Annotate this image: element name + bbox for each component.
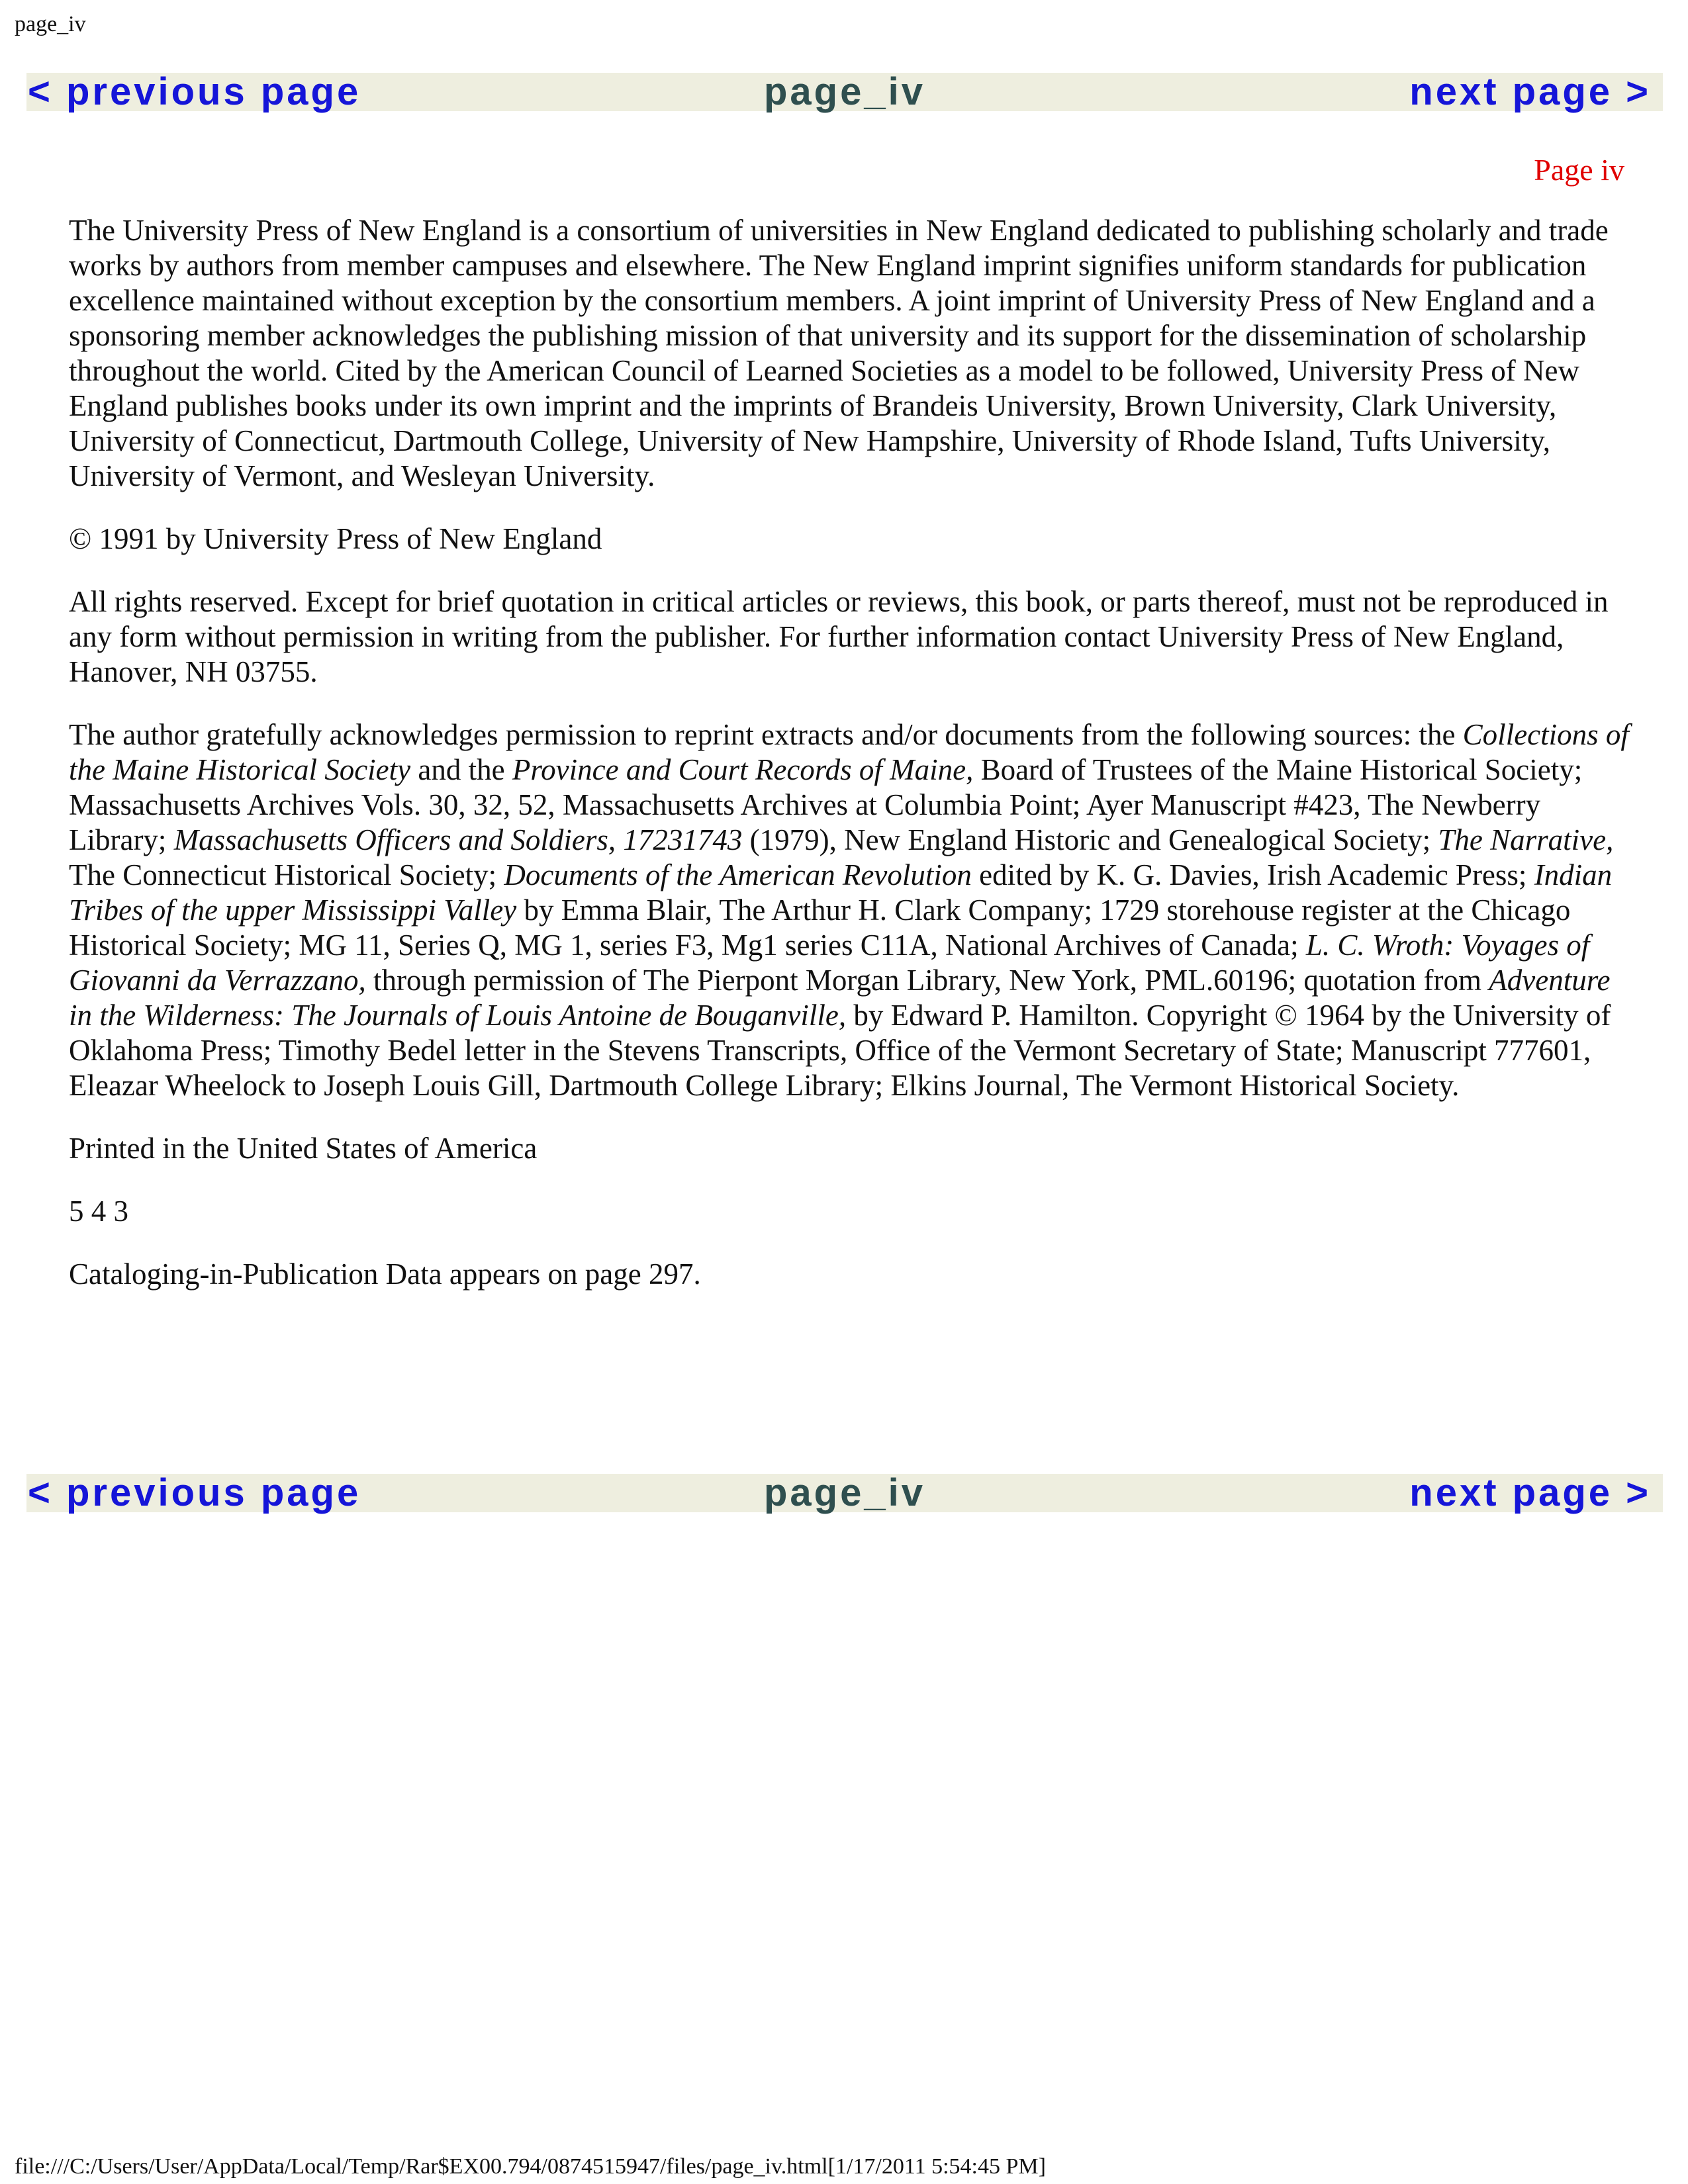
- italic-title-segment: Adventure in the Wilderness: The Journals of Louis Antoine de Bouganville,: [69, 964, 1611, 1032]
- copyright-paragraph: © 1991 by University Press of New England: [69, 522, 602, 555]
- cip-paragraph: Cataloging-in-Publication Data appears on page 297.: [69, 1257, 701, 1291]
- next-page-link[interactable]: next page >: [1409, 70, 1651, 113]
- text-segment: Board of Trustees of the Maine Historical Society; Massachusetts Archives Vols. 30, 32, 52, Massachusetts Archives at Columbia Point; Ayer Manuscript #423, The Newberry Library;: [69, 753, 1583, 856]
- acknowledgements-paragraph: [69, 717, 1631, 1103]
- document-title: page_iv: [15, 12, 86, 36]
- text-segment: (1979), New England Historic and Genealogical Society;: [742, 823, 1438, 856]
- previous-page-link[interactable]: < previous page: [28, 70, 361, 113]
- italic-title-segment: Collections of the Maine Historical Society: [69, 718, 1629, 786]
- printed-in-paragraph: Printed in the United States of America: [69, 1132, 538, 1165]
- rights-paragraph: All rights reserved. Except for brief quotation in critical articles or reviews, this book, or parts thereof, must not be reproduced in any form without permission in writing from the publisher. For further information contact University Press of New England, Hanover, NH 03755.: [69, 585, 1609, 688]
- printing-numbers: 5 4 3: [69, 1195, 128, 1228]
- italic-title-segment: Province and Court Records of Maine,: [512, 753, 974, 786]
- current-page-name: page_iv: [764, 70, 925, 113]
- italic-title-segment: L. C. Wroth: Voyages of Giovanni da Verrazzano,: [69, 929, 1590, 997]
- text-segment: by Edward P. Hamilton. Copyright © 1964 by the University of Oklahoma Press; Timothy Bedel letter in the Stevens Transcripts, Office of the Vermont Secretary of State; Manuscript 777601, Eleazar Wheelock to Joseph Louis Gill, Dartmouth College Library; Elkins Journal, The Vermont Historical Society.: [69, 999, 1611, 1102]
- italic-title-segment: Indian Tribes of the upper Mississippi Valley: [69, 858, 1613, 927]
- top-navigation-bar: [26, 70, 1663, 113]
- text-segment: The author gratefully acknowledges permission to reprint extracts and/or documents from the following sources: the: [69, 718, 1463, 751]
- current-page-name: page_iv: [764, 1471, 925, 1514]
- text-segment: and the: [410, 753, 512, 786]
- page-content: [69, 213, 1631, 1320]
- bottom-navigation-bar: [26, 1471, 1663, 1514]
- page-number-label: Page iv: [1534, 153, 1624, 187]
- press-description-paragraph: The University Press of New England is a consortium of universities in New England dedicated to publishing scholarly and trade works by authors from member campuses and elsewhere. The New England imprint signifies uniform standards for publication excellence maintained without exception by the consortium members. A joint imprint of University Press of New England and a sponsoring member acknowledges the publishing mission of that university and its support for the dissemination of scholarship throughout the world. Cited by the American Council of Learned Societies as a model to be followed, University Press of New England publishes books under its own imprint and the imprints of Brandeis University, Brown University, Clark University, University of Connecticut, Dartmouth College, University of New Hampshire, University of Rhode Island, Tufts University, University of Vermont, and Wesleyan University.: [69, 214, 1609, 492]
- file-path-footer: file:///C:/Users/User/AppData/Local/Temp/Rar$EX00.794/0874515947/files/page_iv.html[1/17/2011 5:54:45 PM]: [15, 2154, 1046, 2179]
- text-segment: by Emma Blair, The Arthur H. Clark Company; 1729 storehouse register at the Chicago Historical Society; MG 11, Series Q, MG 1, series F3, Mg1 series C11A, National Archives of Canada;: [69, 893, 1571, 962]
- text-segment: edited by K. G. Davies, Irish Academic Press;: [971, 858, 1534, 891]
- text-segment: through permission of The Pierpont Morgan Library, New York, PML.60196; quotation from: [365, 964, 1489, 997]
- italic-title-segment: The Narrative,: [1438, 823, 1614, 856]
- next-page-link[interactable]: next page >: [1409, 1471, 1651, 1514]
- italic-title-segment: Massachusetts Officers and Soldiers, 17231743: [173, 823, 743, 856]
- text-segment: The Connecticut Historical Society;: [69, 858, 504, 891]
- previous-page-link[interactable]: < previous page: [28, 1471, 361, 1514]
- italic-title-segment: Documents of the American Revolution: [504, 858, 972, 891]
